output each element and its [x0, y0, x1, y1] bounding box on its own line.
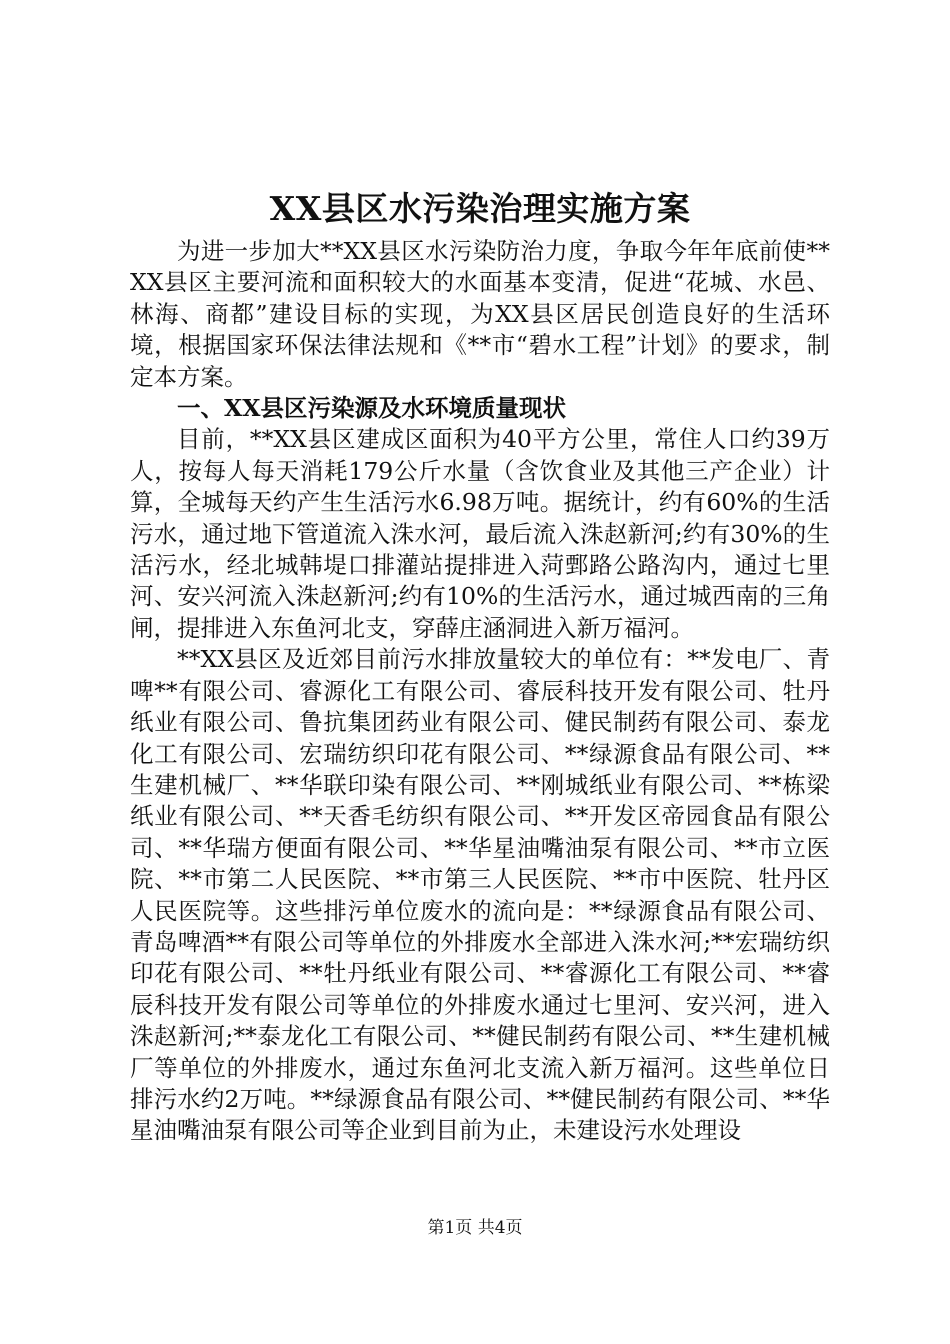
section-paragraph-2: **XX县区及近郊目前污水排放量较大的单位有：**发电厂、青啤**有限公司、睿源化工有限公司、睿辰科技开发有限公司、牡丹纸业有限公司、鲁抗集团药业有限公司、健民制药有限公司、泰龙化工有限公司、宏瑞纺织印花有限公司、**绿源食品有限公司、**生建机械厂、**华联印染有限公司、**刚城纸业有限公司、**栋梁纸业有限公司、**天香毛纺织有限公司、**开发区帝园食品有限公司、**华瑞方便面有限公司、**华星油嘴油泵有限公司、**市立医院、**市第二人民医院、**市第三人民医院、**市中医院、牡丹区人民医院等。这些排污单位废水的流向是：**绿源食品有限公司、青岛啤酒**有限公司等单位的外排废水全部进入洙水河;**宏瑞纺织印花有限公司、**牡丹纸业有限公司、**睿源化工有限公司、**睿辰科技开发有限公司等单位的外排废水通过七里河、安兴河，进入洙赵新河;**泰龙化工有限公司、**健民制药有限公司、**生建机械厂等单位的外排废水，通过东鱼河北支流入新万福河。这些单位日排污水约2万吨。**绿源食品有限公司、**健民制药有限公司、**华星油嘴油泵有限公司等企业到目前为止，未建设污水处理设 [130, 645, 830, 1145]
intro-paragraph: 为进一步加大**XX县区水污染防治力度，争取今年年底前使**XX县区主要河流和面积较大的水面基本变清，促进“花城、水邑、林海、商都”建设目标的实现，为XX县区居民创造良好的生活环境，根据国家环保法律法规和《**市“碧水工程”计划》的要求，制定本方案。 [130, 237, 830, 391]
section-heading: 一、XX县区污染源及水环境质量现状 [177, 394, 566, 423]
page-indicator: 第1页 共4页 [427, 1218, 523, 1238]
section-paragraph-1: 目前，**XX县区建成区面积为40平方公里，常住人口约39万人，按每人每天消耗179公斤水量（含饮食业及其他三产企业）计算，全城每天约产生生活污水6.98万吨。据统计，约有60%的生活污水，通过地下管道流入洙水河，最后流入洙赵新河;约有30%的生活污水，经北城韩堤口排灌站提排进入菏鄄路公路沟内，通过七里河、安兴河流入洙赵新河;约有10%的生活污水，通过城西南的三角闸，提排进入东鱼河北支，穿薛庄涵洞进入新万福河。 [130, 425, 830, 642]
page-footer [0, 1216, 950, 1240]
document-title: XX县区水污染治理实施方案 [269, 189, 691, 228]
document-body [130, 186, 830, 1147]
